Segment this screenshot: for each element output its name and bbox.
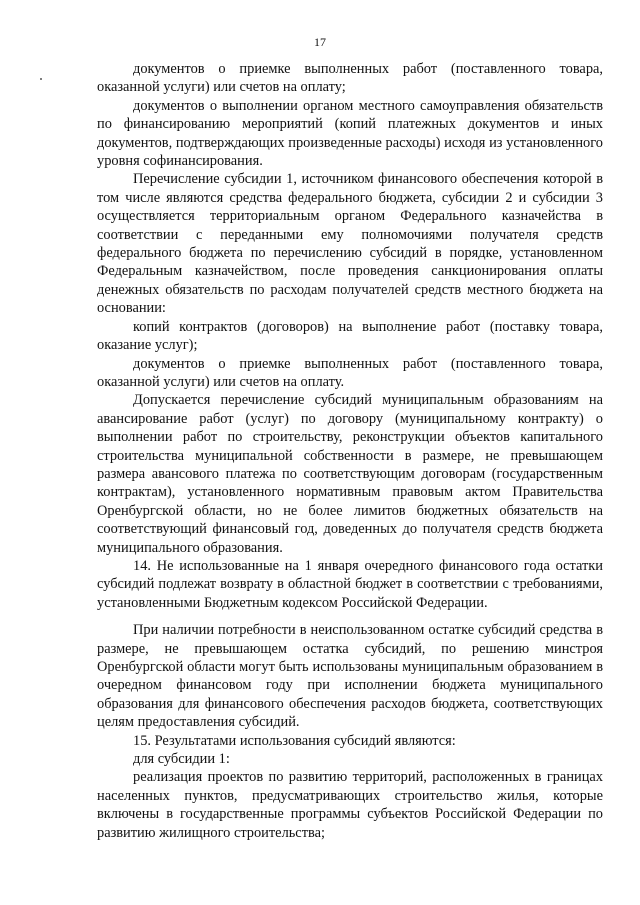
- paragraph: Допускается перечисление субсидий муниципальным образованиям на авансирование работ (услуг) по договору (муниципальному контракту) о выполнении работ по строительству, реконструкции объектов капитального строительства муниципальной собственности в размере, не превышающем размера авансового платежа по соответствующим договорам (государственным контрактам), установленного нормативным правовым актом Правительства Оренбургской области, но не более лимитов бюджетных обязательств на соответствующий финансовый год, доведенных до получателя средств бюджета муниципального образования.: [97, 392, 603, 556]
- paragraph: для субсидии 1:: [133, 751, 230, 768]
- paragraph: документов о выполнении органом местного самоуправления обязательств по финансированию мероприятий (копий платежных документов и иных документов, подтверждающих произведенные расходы) исходя из установленного уровня софинансирования.: [97, 97, 603, 170]
- paragraph: копий контрактов (договоров) на выполнение работ (поставку товара, оказание услуг);: [97, 318, 603, 354]
- scan-artifact: [40, 78, 42, 80]
- paragraph: При наличии потребности в неиспользованном остатке субсидий средства в размере, не превышающем остатка субсидий, по решению минстроя Оренбургской области могут быть использованы муниципальным образованием в очередном финансовом году при исполнении бюджета муниципального образования для финансового обеспечения расходов бюджета, соответствующих целям предоставления субсидий.: [97, 622, 603, 731]
- paragraph: 15. Результатами использования субсидий являются:: [133, 732, 456, 749]
- page-number: 17: [314, 35, 326, 49]
- document-body: [97, 60, 603, 842]
- paragraph: документов о приемке выполненных работ (поставленного товара, оказанной услуги) или счетов на оплату;: [97, 61, 603, 96]
- paragraph: реализация проектов по развитию территорий, расположенных в границах населенных пунктов, предусматривающих строительство жилья, которые включены в государственные программы субъектов Российской Федерации по развитию жилищного строительства;: [97, 769, 603, 841]
- paragraph: документов о приемке выполненных работ (поставленного товара, оказанной услуги) или счетов на оплату.: [97, 355, 603, 390]
- paragraph: 14. Не использованные на 1 января очередного финансового года остатки субсидий подлежат возврату в областной бюджет в соответствии с требованиями, установленными Бюджетным кодексом Российской Федерации.: [97, 557, 603, 611]
- paragraph: Перечисление субсидии 1, источником финансового обеспечения которой в том числе являются средства федерального бюджета, субсидии 2 и субсидии 3 осуществляется территориальным органом Федерального казначейства в соответствии с переданными ему полномочиями получателя средств федерального бюджета по перечислению субсидий в порядке, установленном Федеральным казначейством, после проведения санкционирования оплаты денежных обязательств по расходам получателей средств местного бюджета на основании:: [97, 171, 603, 317]
